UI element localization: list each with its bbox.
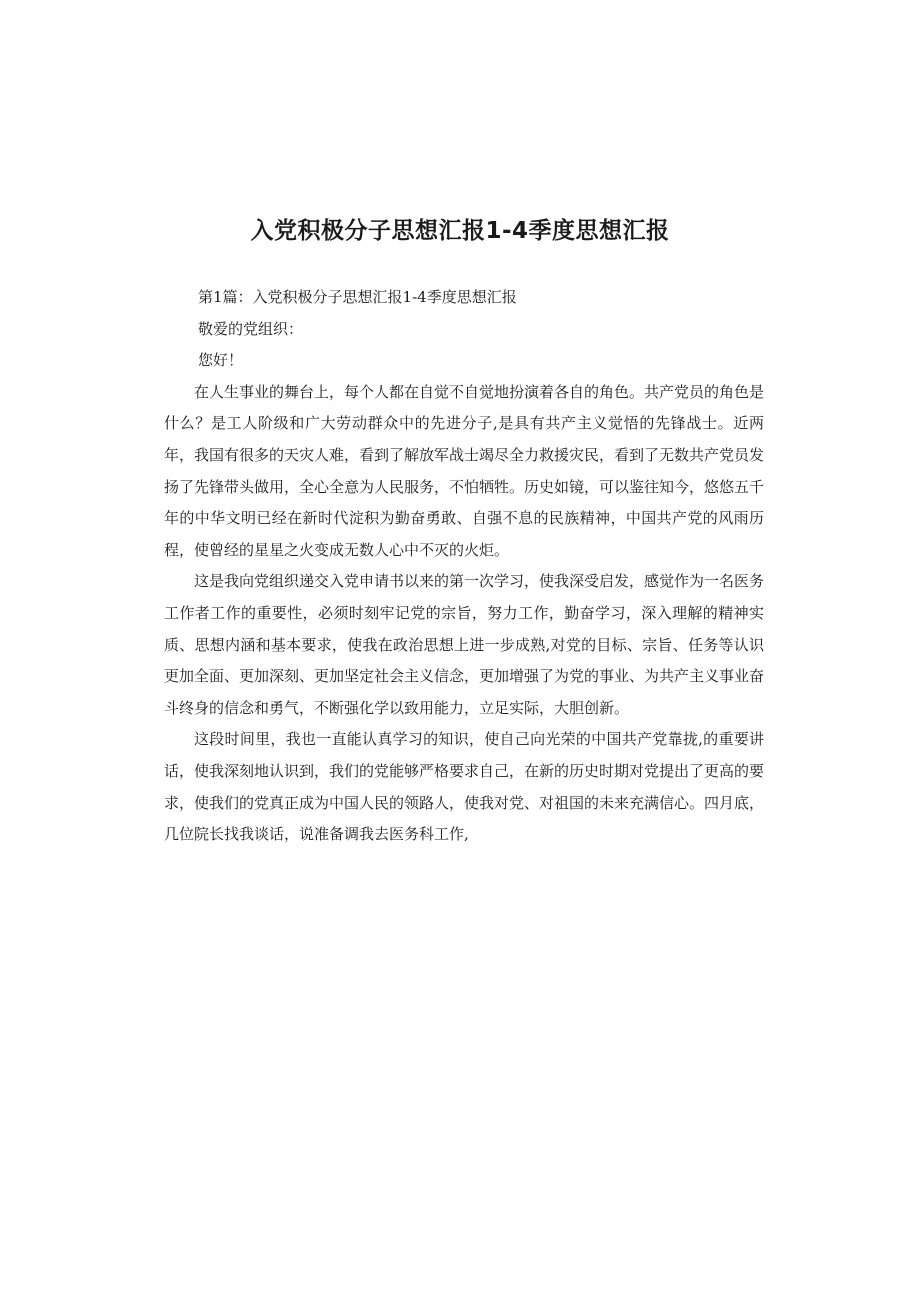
document-body — [164, 282, 764, 851]
body-paragraph-3: 这段时间里，我也一直能认真学习的知识，使自己向光荣的中国共产党靠拢,的重要讲话，使我深刻地认识到，我们的党能够严格要求自己，在新的历史时期对党提出了更高的要求，使我们的党真正成为中国人民的领路人，使我对党、对祖国的未来充满信心。四月底，几位院长找我谈话，说准备调我去医务科工作, — [164, 730, 765, 844]
section-heading: 第1篇：入党积极分子思想汇报1-4季度思想汇报 — [198, 288, 517, 306]
document-title: 入党积极分子思想汇报1-4季度思想汇报 — [250, 218, 670, 244]
body-paragraph-1: 在人生事业的舞台上，每个人都在自觉不自觉地扮演着各自的角色。共产党员的角色是什么？是工人阶级和广大劳动群众中的先进分子,是具有共产主义觉悟的先锋战士。近两年，我国有很多的天灾人难，看到了解放军战士竭尽全力救援灾民，看到了无数共产党员发扬了先锋带头做用，全心全意为人民服务，不怕牺牲。历史如镜，可以鉴往知今，悠悠五千年的中华文明已经在新时代淀积为勤奋勇敢、自强不息的民族精神，中国共产党的风雨历程，使曾经的星星之火变成无数人心中不灭的火炬。 — [164, 382, 765, 559]
salutation: 敬爱的党组织： — [198, 319, 304, 338]
body-paragraph-2: 这是我向党组织递交入党申请书以来的第一次学习，使我深受启发，感觉作为一名医务工作者工作的重要性，必须时刻牢记党的宗旨，努力工作，勤奋学习，深入理解的精神实质、思想内涵和基本要求，使我在政治思想上进一步成熟,对党的目标、宗旨、任务等认识更加全面、更加深刻、更加坚定社会主义信念，更加增强了为党的事业、为共产主义事业奋斗终身的信念和勇气，不断强化学以致用能力，立足实际，大胆创新。 — [164, 572, 765, 717]
greeting: 您好！ — [198, 351, 244, 370]
